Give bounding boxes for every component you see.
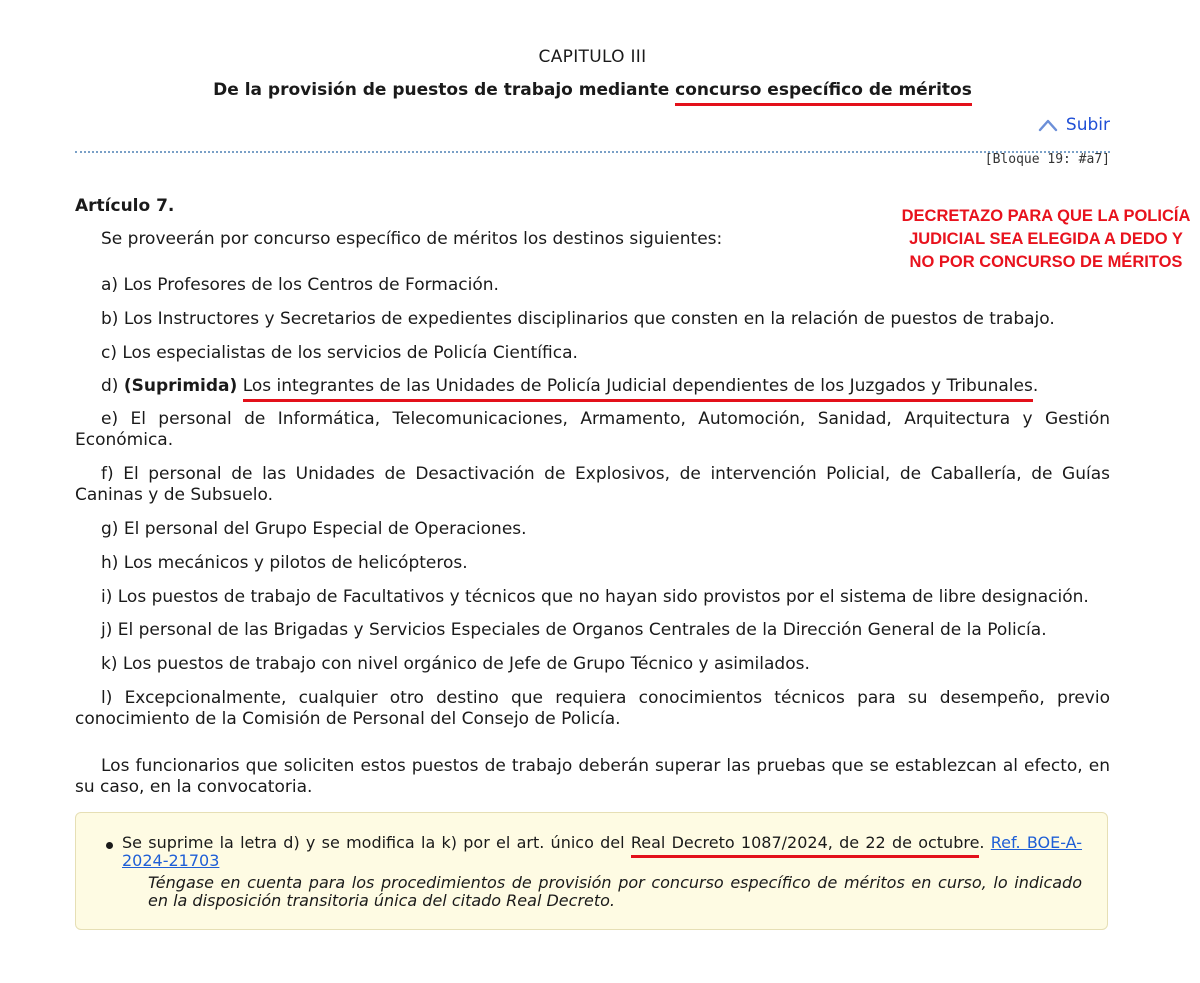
article-intro: Se proveerán por concurso específico de méritos los destinos siguientes: <box>101 229 723 249</box>
note-text-prefix: Se suprime la letra d) y se modifica la k) por el art. único del <box>122 833 631 852</box>
list-item-e: e) El personal de Informática, Telecomunicaciones, Armamento, Automoción, Sanidad, Arquitectura y Gestión Económica. <box>75 409 1110 450</box>
note-text-suffix: . <box>979 833 991 852</box>
list-item-g: g) El personal del Grupo Especial de Operaciones. <box>101 519 527 539</box>
chapter-title-highlight: concurso específico de méritos <box>675 80 972 106</box>
list-item-d-text: Los integrantes de las Unidades de Policía Judicial dependientes de los Juzgados y Tribunales <box>243 376 1033 402</box>
chevron-up-icon <box>1038 118 1058 132</box>
red-annotation-text <box>786 205 1200 274</box>
annotation-line-3: NO POR CONCURSO DE MÉRITOS <box>909 253 1183 271</box>
article-closing: Los funcionarios que soliciten estos puestos de trabajo deberán superar las pruebas que se establezcan al efecto, en su caso, en la convocatoria. <box>75 756 1110 797</box>
boe-reference-link[interactable]: Ref. BOE-A-2024-21703 <box>122 833 1083 870</box>
chapter-title <box>75 80 1110 100</box>
suppressed-label: (Suprimida) <box>123 376 238 396</box>
back-to-top-link[interactable] <box>1038 115 1110 135</box>
list-item-k: k) Los puestos de trabajo con nivel orgánico de Jefe de Grupo Técnico y asimilados. <box>101 654 810 674</box>
block-reference: [Bloque 19: #a7] <box>984 152 1110 167</box>
list-item-l: l) Excepcionalmente, cualquier otro destino que requiera conocimientos técnicos para su desempeño, previo conocimiento de la Comisión de Personal del Consejo de Policía. <box>75 688 1110 729</box>
annotation-line-1: DECRETAZO PARA QUE LA POLICÍA <box>901 207 1191 225</box>
list-item-h: h) Los mecánicos y pilotos de helicópteros. <box>101 553 468 573</box>
annotation-line-2: JUDICIAL SEA ELEGIDA A DEDO Y <box>909 230 1183 248</box>
chapter-number: CAPITULO III <box>538 47 647 67</box>
list-item-c: c) Los especialistas de los servicios de Policía Científica. <box>101 343 578 363</box>
article-title: Artículo 7. <box>75 196 175 216</box>
note-decree-reference: Real Decreto 1087/2024, de 22 de octubre <box>631 833 980 858</box>
section-divider <box>75 151 1110 153</box>
list-item-b: b) Los Instructores y Secretarios de expedientes disciplinarios que consten en la relación de puestos de trabajo. <box>101 309 1055 329</box>
list-item-d <box>75 376 1110 397</box>
transitional-note: Téngase en cuenta para los procedimientos de provisión por concurso específico de méritos en curso, lo indicado en la disposición transitoria única del citado Real Decreto. <box>148 873 1082 910</box>
list-item-i: i) Los puestos de trabajo de Facultativos y técnicos que no hayan sido provistos por el sistema de libre designación. <box>101 587 1089 607</box>
amendment-note-text <box>122 834 1082 870</box>
list-item-f: f) El personal de las Unidades de Desactivación de Explosivos, de intervención Policial, de Caballería, de Guías Caninas y de Subsuelo. <box>75 464 1110 505</box>
back-to-top-label: Subir <box>1065 115 1110 135</box>
chapter-title-prefix: De la provisión de puestos de trabajo mediante <box>213 80 676 100</box>
bullet-icon <box>106 842 113 849</box>
list-item-d-prefix: d) <box>101 376 124 396</box>
list-item-a: a) Los Profesores de los Centros de Formación. <box>101 275 499 295</box>
list-item-d-end: . <box>1032 376 1039 396</box>
amendment-note <box>75 812 1108 930</box>
list-item-j: j) El personal de las Brigadas y Servicios Especiales de Organos Centrales de la Dirección General de la Policía. <box>101 620 1047 640</box>
